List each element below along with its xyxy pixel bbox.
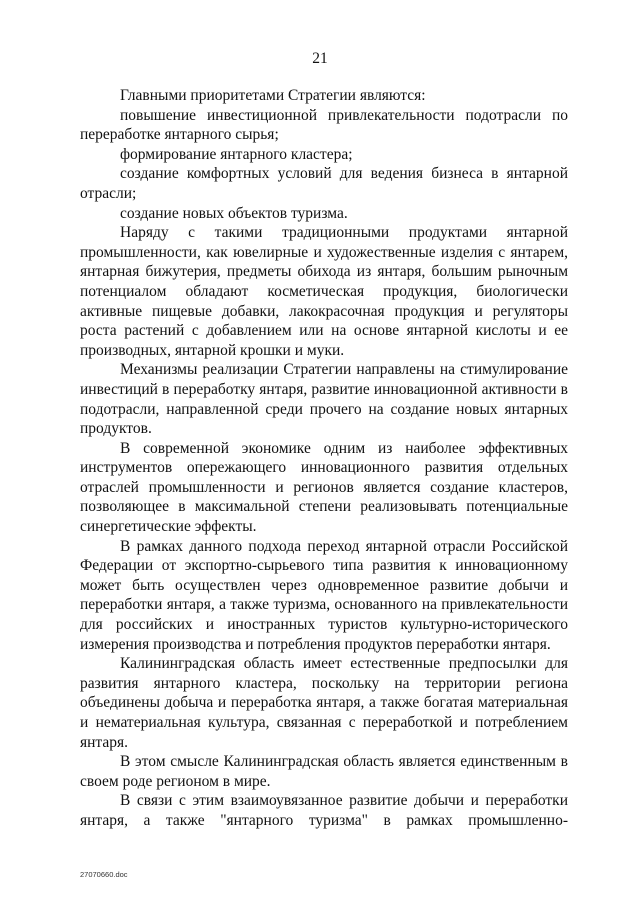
page-number: 21 xyxy=(312,50,328,67)
paragraph-priority-investment: повышение инвестиционной привлекательности подотрасли по переработке янтарного сырья; xyxy=(80,106,568,144)
body-text xyxy=(80,86,568,831)
paragraph-unique-region: В этом смысле Калининградская область является единственным в своем роде регионом в мире. xyxy=(80,753,568,790)
paragraph-amber-tourism: В связи с этим взаимоувязанное развитие добычи и переработки янтаря, а также "янтарного туризма" в рамках промышленно- xyxy=(80,792,568,829)
paragraph-products: Наряду с такими традиционными продуктами янтарной промышленности, как ювелирные и художественные изделия с янтарем, янтарная бижутерия, предметы обихода из янтаря, большим рыночным потенциалом обладают косметическая продукция, биологически активные пищевые добавки, лакокрасочная продукция и регуляторы роста растений с добавлением или на основе янтарной кислоты и ее производных, янтарной крошки и муки. xyxy=(80,224,568,359)
paragraph-priority-tourism: создание новых объектов туризма. xyxy=(120,204,348,222)
paragraph-kaliningrad: Калининградская область имеет естественные предпосылки для развития янтарного кластера, поскольку на территории региона объединены добыча и переработка янтаря, а также богатая материальная и нематериальная культура, связанная с переработкой и потреблением янтаря. xyxy=(80,655,568,751)
paragraph-approach: В рамках данного подхода переход янтарной отрасли Российской Федерации от экспортно-сырьевого типа развития к инновационному может быть осуществлен через одновременное развитие добычи и переработки янтаря, а также туризма, основанного на привлекательности для российских и иностранных туристов культурно-исторического измерения производства и потребления продуктов переработки янтаря. xyxy=(80,537,568,653)
footer-file-code: 27070660.doc xyxy=(80,870,128,879)
paragraph-priorities-intro: Главными приоритетами Стратегии являются: xyxy=(120,87,426,104)
paragraph-priority-cluster: формирование янтарного кластера; xyxy=(120,145,353,163)
paragraph-clusters: В современной экономике одним из наиболее эффективных инструментов опережающего инновационного развития отдельных отраслей промышленности и регионов является создание кластеров, позволяющее в максимальной степени реализовывать потенциальные синергетические эффекты. xyxy=(80,439,568,536)
paragraph-mechanisms: Механизмы реализации Стратегии направлены на стимулирование инвестиций в переработку янтаря, развитие инновационной активности в подотрасли, направленной среди прочего на создание новых янтарных продуктов. xyxy=(80,361,568,438)
paragraph-priority-business: создание комфортных условий для ведения бизнеса в янтарной отрасли; xyxy=(80,165,568,202)
